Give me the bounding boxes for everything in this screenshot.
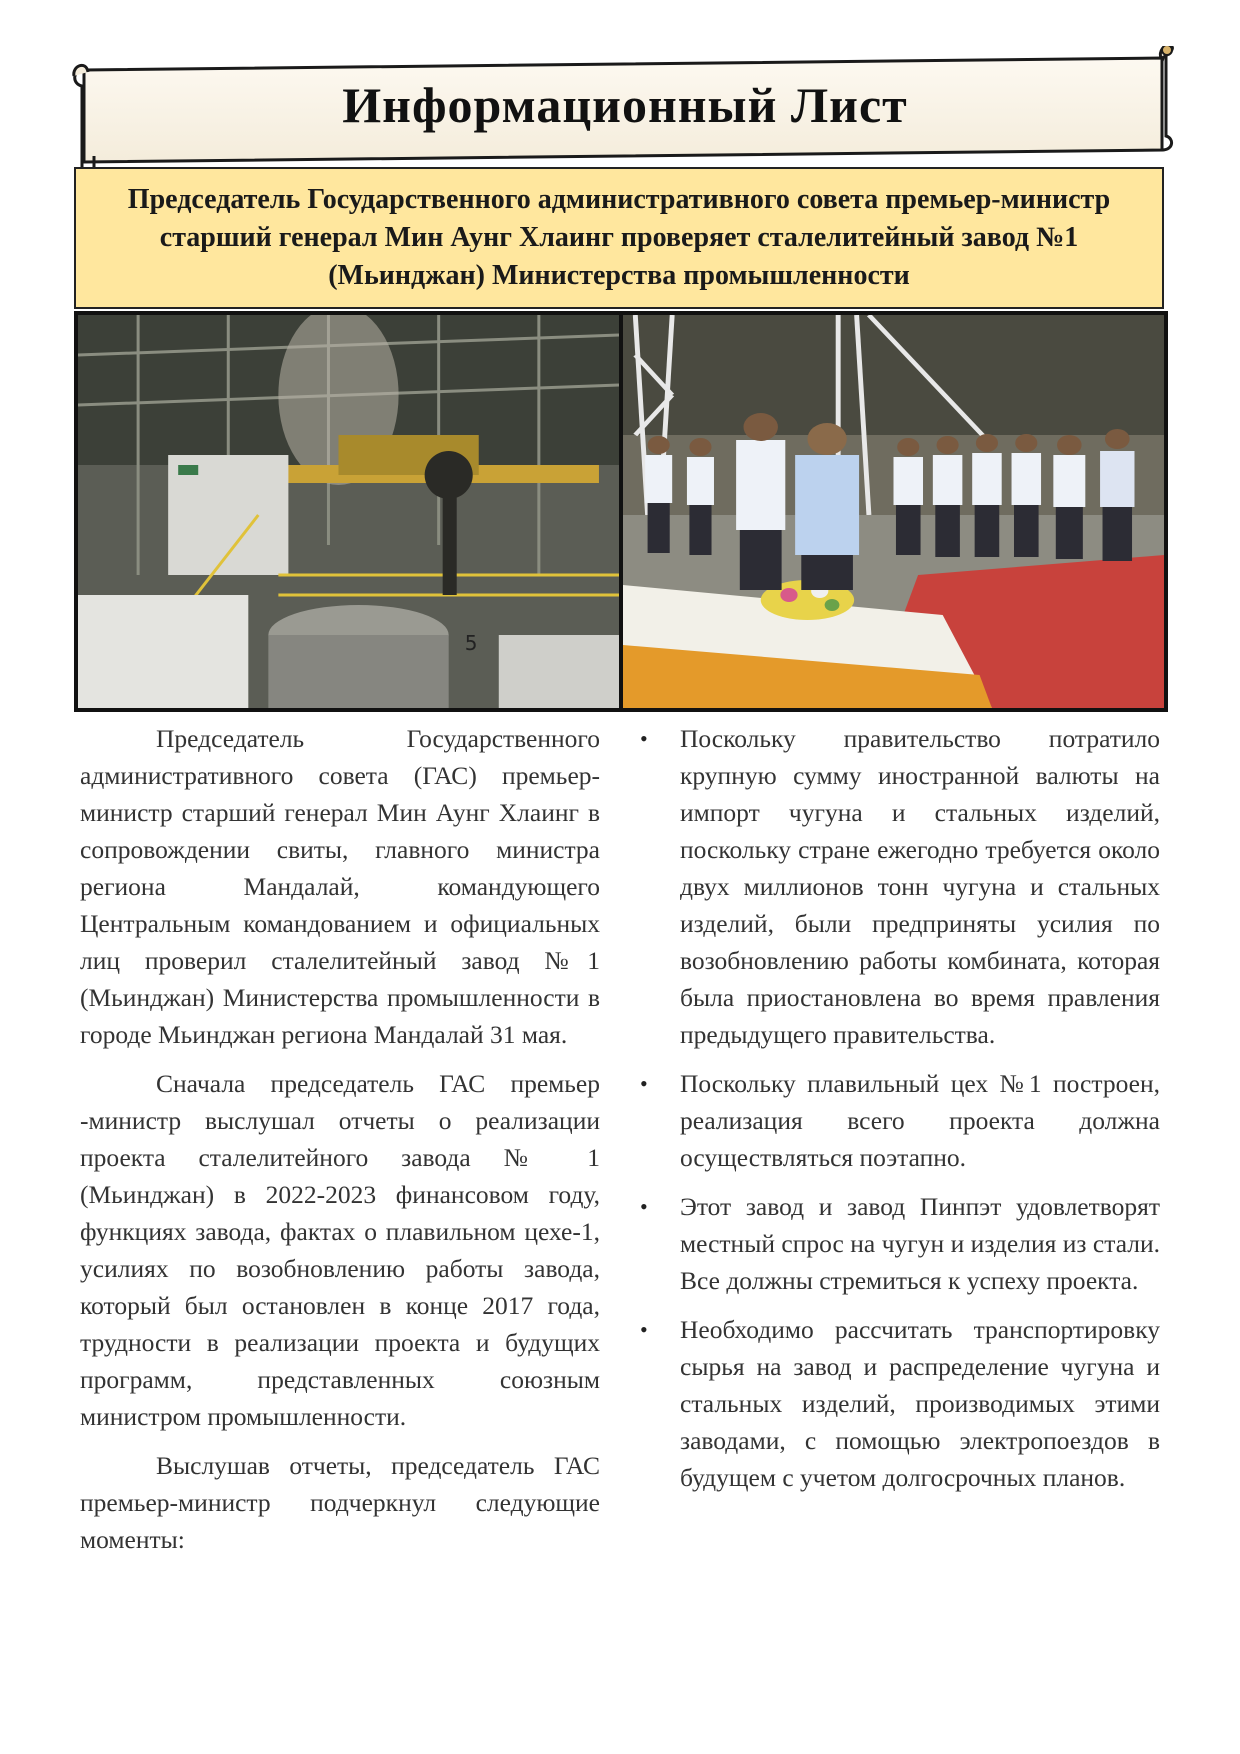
bullet-item	[640, 1311, 1160, 1496]
scroll-banner	[70, 46, 1180, 176]
body-paragraph: Сначала председатель ГАС премьер -министр выслушал отчеты о реализации проекта сталелитейного завода № 1 (Мьинджан) в 2022-2023 финансовом году, функциях завода, фактах о плавильном цехе-1, усилиях по возобновлению работы завода, который был остановлен в конце 2017 года, трудности в реализации проекта и будущих программ, представленных союзным министром промышленности.	[80, 1069, 600, 1431]
factory-illustration	[78, 315, 619, 708]
bullet-marker: •	[640, 726, 648, 751]
page-title: Информационный Лист	[342, 77, 908, 133]
bullet-marker: •	[640, 1071, 648, 1096]
photo-steel-plant-interior	[78, 315, 619, 708]
bullet-text: Этот завод и завод Пинпэт удовлетворят местный спрос на чугун и изделия из стали. Все должны стремиться к успеху проекта.	[680, 1192, 1160, 1295]
bullet-list	[640, 720, 1160, 1496]
bullet-text: Поскольку правительство потратило крупную сумму иностранной валюты на импорт чугуна и стальных изделий, поскольку стране ежегодно требуется около двух миллионов тонн чугуна и стальных изделий, были предприняты усилия по возобновлению работы комбината, которая была приостановлена во время правления предыдущего правительства.	[680, 724, 1160, 1049]
photo-inspection-delegation	[623, 315, 1164, 708]
headline-text: Председатель Государственного административного совета премьер-министр старший генерал Мин Аунг Хлаинг проверяет сталелитейный завод №1 (Мьинджан) Министерства промышленности	[127, 184, 1111, 291]
headline-box	[74, 167, 1164, 309]
bullet-marker: •	[640, 1317, 648, 1342]
left-column	[80, 720, 600, 1570]
bullet-item	[640, 1065, 1160, 1176]
delegation-illustration	[623, 315, 1164, 708]
bullet-item	[640, 1188, 1160, 1299]
bullet-text: Необходимо рассчитать транспортировку сырья на завод и распределение чугуна и стальных изделий, производимых этими заводами, с помощью электропоездов в будущем с учетом долгосрочных планов.	[680, 1315, 1160, 1492]
svg-text:5: 5	[464, 631, 478, 655]
bullet-text: Поскольку плавильный цех №1 построен, реализация всего проекта должна осуществляться поэтапно.	[680, 1069, 1160, 1172]
right-column	[640, 720, 1160, 1508]
bullet-marker: •	[640, 1194, 648, 1219]
bullet-item	[640, 720, 1160, 1053]
body-paragraph: Председатель Государственного административного совета (ГАС) премьер-министр старший генерал Мин Аунг Хлаинг в сопровождении свиты, главного министра региона Мандалай, командующего Центральным командованием и официальных лиц проверил сталелитейный завод №1 (Мьинджан) Министерства промышленности в городе Мьинджан региона Мандалай 31 мая.	[80, 724, 600, 1049]
body-paragraph: Выслушав отчеты, председатель ГАС премьер-министр подчеркнул следующие моменты:	[80, 1451, 600, 1554]
photo-strip	[74, 311, 1168, 712]
